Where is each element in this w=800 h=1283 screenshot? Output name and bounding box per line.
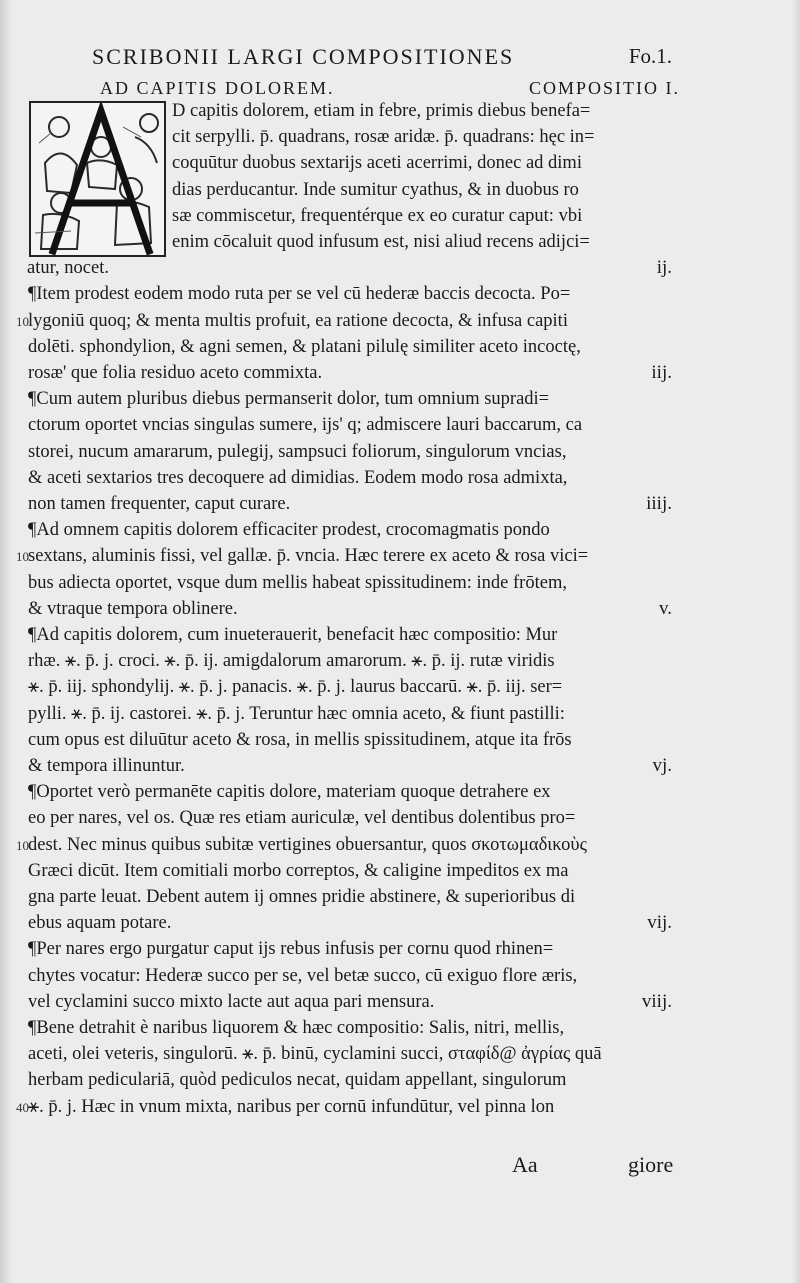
text-line: lygoniū quoq; & menta multis profuit, ea ratione decocta, & infusa capiti [28, 310, 568, 331]
text-line: non tamen frequenter, caput curare. [28, 494, 291, 514]
text-line: atur, nocet. [27, 258, 109, 279]
text-line: ¶Ad capitis dolorem, cum inueterauerit, benefacit hæc compositio: Mur [28, 625, 558, 645]
text-line: ¶Cum autem pluribus diebus permanserit dolor, tum omnium supradi= [28, 389, 550, 410]
text-line: ¶Per nares ergo purgatur caput ijs rebus infusis per cornu quod rhinen= [28, 939, 554, 960]
text-line: & tempora illinuntur. [28, 756, 185, 776]
text-line: ¶Oportet verò permanēte capitis dolore, materiam quoque detrahere ex [28, 782, 551, 803]
text-line: pylli. ⚹. p̄. ij. castorei. ⚹. p̄. j. Teruntur hæc omnia aceto, & fiunt pastilli: [28, 703, 565, 724]
margin-number: 40 [16, 1099, 29, 1115]
text-line: dest. Nec minus quibus subitæ vertigines obuersantur, quos σκοτωμαδικοὺς [28, 834, 587, 855]
text-line: & vtraque tempora oblinere. [28, 598, 238, 619]
text-line: aceti, olei veteris, singulorū. ⚹. p̄. binū, cyclamini succi, σταφίδ@ ἀγρίας quā [28, 1044, 602, 1065]
signature-mark: Aa [512, 1152, 538, 1177]
text-line: dias perducantur. Inde sumitur cyathus, & in duobus ro [172, 179, 579, 200]
folio-number: Fo.1. [628, 44, 672, 68]
text-line: ctorum oportet vncias singulas sumere, ijs' q; admiscere lauri baccarum, ca [28, 415, 583, 436]
running-head [92, 44, 672, 70]
text-line: chytes vocatur: Hederæ succo per se, vel betæ succo, cū exiguo flore æris, [28, 965, 578, 986]
text-line: vel cyclamini succo mixto lacte aut aqua pari mensura. [28, 991, 435, 1012]
margin-number: 10 [16, 837, 29, 853]
margin-number: 10 [16, 549, 29, 565]
text-line: herbam pediculariā, quòd pediculos necat, quidam appellant, singulorum [28, 1070, 567, 1091]
paragraph-number: iij. [651, 362, 672, 383]
text-line: ⚹. p̄. j. Hæc in vnum mixta, naribus per cornū infundūtur, vel pinna lon [28, 1096, 555, 1117]
text-line: storei, nucum amararum, pulegij, sampsuci foliorum, singulorum vncias, [28, 441, 567, 462]
paragraph-number: ij. [656, 257, 672, 279]
text-line: rosæ' que folia residuo aceto commixta. [28, 363, 323, 383]
text-line: cum opus est diluūtur aceto & rosa, in mellis spissitudinem, atque ita frōs [28, 729, 572, 750]
paragraph-number: viij. [641, 990, 672, 1012]
text-line: dolēti. sphondylion, & agni semen, & platani pilulę similiter aceto incoctę, [28, 336, 581, 357]
page-gutter-shadow [0, 0, 12, 1283]
paragraph-number: vj. [652, 755, 672, 776]
text-line: bus adiecta oportet, vsque dum mellis habeat spissitudinem: inde frōtem, [28, 572, 567, 593]
text-line: coquūtur duobus sextarijs aceti acerrimi, donec ad dimi [172, 153, 582, 174]
text-line: ¶Ad omnem capitis dolorem efficaciter prodest, crocomagmatis pondo [28, 520, 550, 541]
page-edge-shadow [792, 0, 800, 1283]
text-line: ¶Item prodest eodem modo ruta per se vel cū hederæ baccis decocta. Po= [28, 284, 571, 305]
text-line: ⚹. p̄. iij. sphondylij. ⚹. p̄. j. panacis. ⚹. p̄. j. laurus baccarū. ⚹. p̄. iij. ser= [28, 677, 563, 698]
text-line: & aceti sextarios tres decoquere ad dimidias. Eodem modo rosa admixta, [28, 467, 568, 488]
paragraph-number: iiij. [646, 493, 672, 514]
section-heading [100, 78, 680, 100]
margin-number: 10 [16, 313, 29, 329]
section-title: AD CAPITIS DOLOREM. [100, 78, 335, 98]
paragraph-number: vij. [647, 912, 672, 934]
text-line: cit serpylli. p̄. quadrans, rosæ aridæ. p̄. quadrans: hęc in= [172, 127, 595, 148]
text-line: gna parte leuat. Debent autem ij omnes pridie abstinere, & superioribus di [28, 887, 576, 907]
text-line: rhæ. ⚹. p̄. j. croci. ⚹. p̄. ij. amigdalorum amarorum. ⚹. p̄. ij. rutæ viridis [28, 651, 555, 672]
text-line: sextans, aluminis fissi, vel gallæ. p̄. vncia. Hæc terere ex aceto & rosa vici= [28, 546, 589, 567]
text-line: eo per nares, vel os. Quæ res etiam auriculæ, vel dentibus dolentibus pro= [28, 808, 576, 829]
text-line: ¶Bene detrahit è naribus liquorem & hæc compositio: Salis, nitri, mellis, [28, 1018, 565, 1038]
paragraph-number: v. [658, 597, 672, 619]
text-line: D capitis dolorem, etiam in febre, primis diebus benefa= [172, 101, 591, 121]
text-line: enim cōcaluit quod infusum est, nisi aliud recens adijci= [172, 232, 590, 252]
text-line: ebus aquam potare. [28, 913, 172, 934]
text-line: Græci dicūt. Item comitiali morbo correptos, & caligine impeditos ex ma [28, 860, 569, 881]
historiated-initial-icon [29, 101, 166, 257]
running-head-title: SCRIBONII LARGI COMPOSITIONES [92, 44, 515, 69]
section-label: COMPOSITIO I. [528, 78, 680, 98]
text-line: sæ commiscetur, frequentérque ex eo curatur caput: vbi [172, 205, 583, 226]
catchword: giore [628, 1152, 674, 1177]
